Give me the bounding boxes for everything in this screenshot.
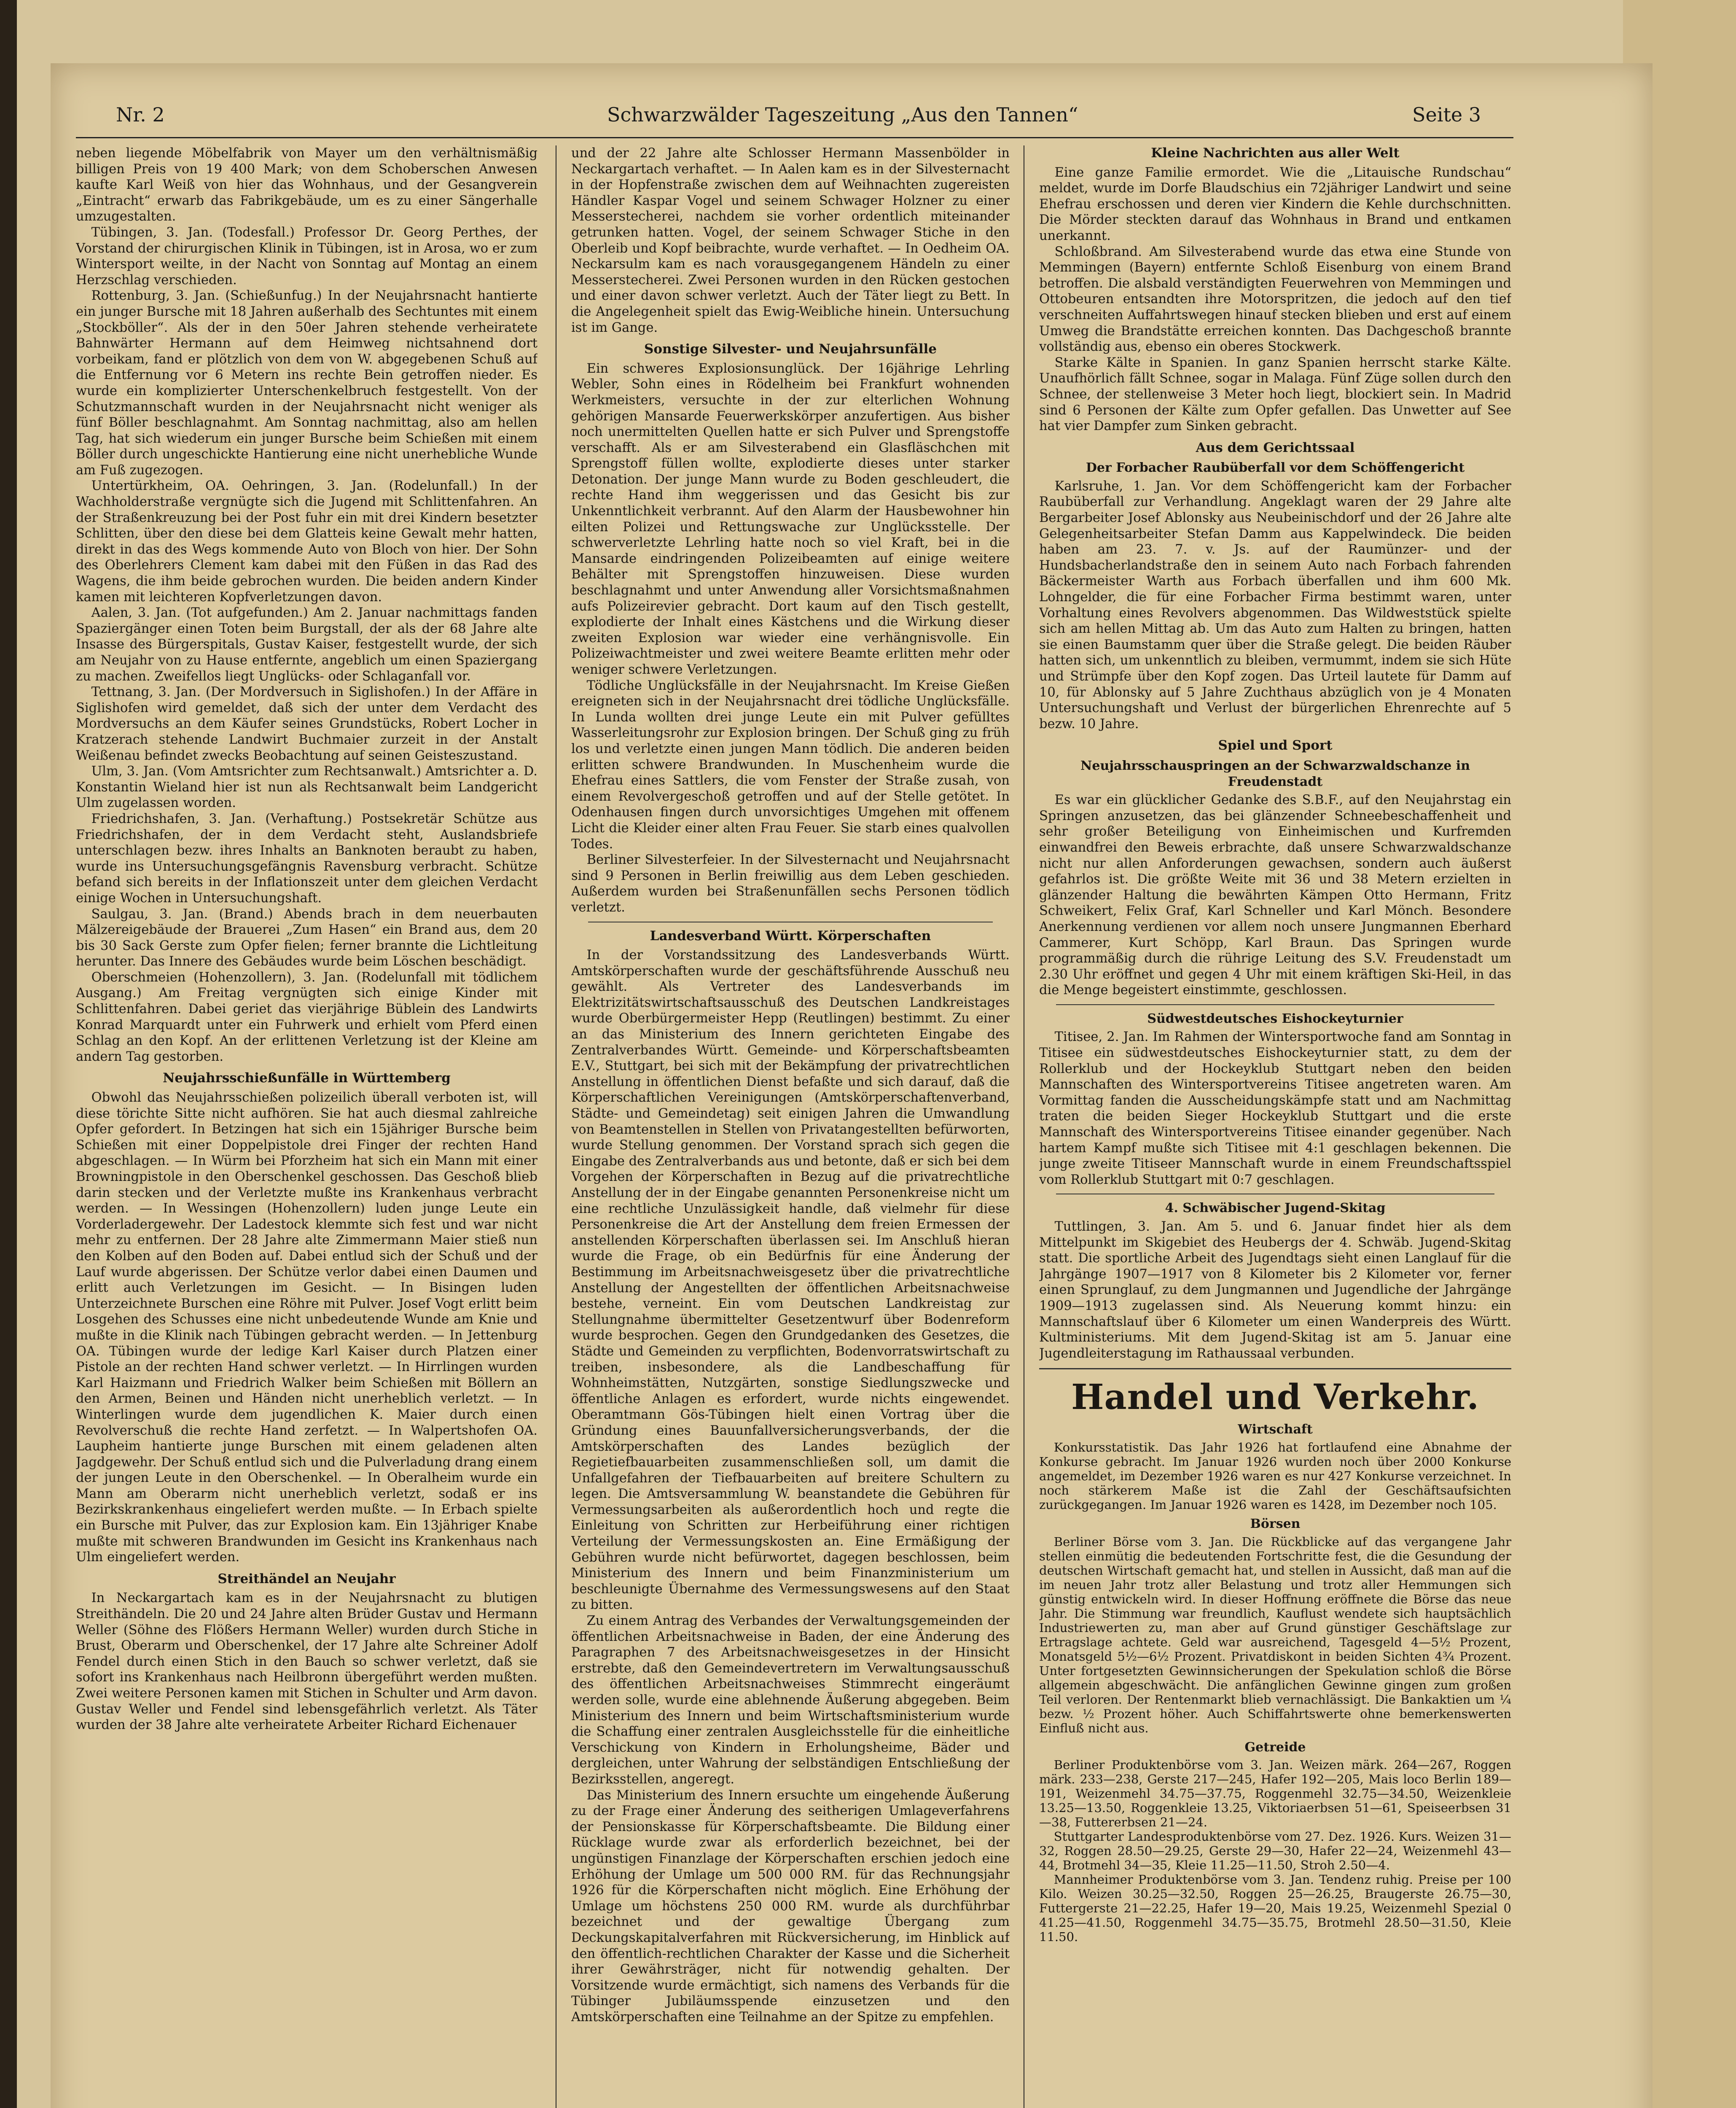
article-text: Eine ganze Familie ermordet. Wie die „Litauische Rundschau“ meldet, wurde im Dorfe Blaudschius ein 72jähriger Landwirt und seine Ehefrau erschossen und deren vier Kindern die Kehle durchschnitten. Die Mörder steckten darauf das Wohnhaus in Brand und entkamen unerkannt.: [1039, 165, 1511, 243]
article-text: Karlsruhe, 1. Jan. Vor dem Schöffengericht kam der Forbacher Raubüberfall zur Verhandlung. Angeklagt waren der 29 Jahre alte Bergarbeiter Josef Ablonsky aus Neubeinischdorf und der 26 Jahre alte Gelegenheitsarbeiter Stefan Damm aus Kappelwindeck. Die beiden haben am 23. 7. v. Js. auf der Raumünzer- und der Hundsbacherlandstraße den in seinem Auto nach Forbach fahrenden Bäckermeister Warth aus Forbach überfallen und ihm 600 Mk. Lohngelder, die für eine Forbacher Firma bestimmt waren, unter Vorhaltung eines Revolvers abgenommen. Das Wildweststück spielte sich am hellen Mittag ab. Um das Auto zum Halten zu bringen, hatten sie einen Baumstamm quer über die Straße gelegt. Die beiden Räuber hatten sich, um unkenntlich zu bleiben, vermummt, indem sie sich Hüte und Strümpfe über den Kopf zogen. Das Urteil lautete für Damm auf 10, für Ablonsky auf 5 Jahre Zuchthaus abzüglich von je 4 Monaten Untersuchungshaft und Verlust der bürgerlichen Ehrenrechte auf 5 bezw. 10 Jahre.: [1039, 479, 1511, 731]
article-text: Zu einem Antrag des Verbandes der Verwaltungsgemeinden der öffentlichen Arbeitsnachweise in Baden, der eine Änderung des Paragraphen 7 des Arbeitsnachweisgesetzes in der Hinsicht erstrebte, daß den Gemeindevertretern im Verwaltungsausschuß des öffentlichen Arbeitsnachweises Stimmrecht eingeräumt werden solle, wurde eine ablehnende Äußerung abgegeben. Beim Ministerium des Innern und beim Wirtschaftsministerium wurde die Schaffung einer zentralen Ausgleichsstelle für die einheitliche Verschickung von Kindern in Erholungsheime, Bäder und dergleichen, unter Wahrung der selbständigen Entschließung der Bezirksstellen, angeregt.: [571, 1613, 1010, 1787]
subsection-heading: Börsen: [1250, 1516, 1301, 1531]
subsection-heading: Getreide: [1244, 1740, 1306, 1755]
section-heading: Landesverband Württ. Körperschaften: [650, 928, 931, 944]
section-separator: [1039, 1368, 1511, 1369]
section-heading: Kleine Nachrichten aus aller Welt: [1151, 145, 1400, 161]
column-1: [76, 145, 537, 2108]
column-2: [571, 145, 1010, 2108]
article-text: und der 22 Jahre alte Schlosser Hermann Massenbölder in Neckargartach verhaftet. — In Aalen kam es in der Silvesternacht in der Hopfenstraße zwischen dem auf Weihnachten zugereisten Händler Kaspar Vogel und seinem Schwager Holzner zu einer Messerstecherei, nachdem sie vorher ordentlich miteinander getrunken hatten. Vogel, der seinem Schwager Stiche in den Oberleib und Kopf beibrachte, wurde verhaftet. — In Oedheim OA. Neckarsulm kam es nach vorausgegangenem Händeln zu einer Messerstecherei. Zwei Personen wurden in den Rücken gestochen und einer davon schwer verletzt. Auch der Täter liegt zu Bett. In die Angelegenheit spielt das Ewig-Weibliche hinein. Untersuchung ist im Gange.: [571, 146, 1010, 335]
article-text: Tübingen, 3. Jan. (Todesfall.) Professor Dr. Georg Perthes, der Vorstand der chirurgischen Klinik in Tübingen, ist in Arosa, wo er zum Wintersport weilte, in der Nacht von Sonntag auf Montag an einem Herzschlag verschieden.: [76, 225, 537, 288]
subsection-heading: 4. Schwäbischer Jugend-Skitag: [1165, 1201, 1386, 1216]
subsection-heading: Wirtschaft: [1238, 1422, 1313, 1437]
article-text: In der Vorstandssitzung des Landesverbands Württ. Amtskörperschaften wurde der geschäftsführende Ausschuß neu gewählt. Als Vertreter des Landesverbands im Elektrizitätswirtschaftsausschuß des Deutschen Landkreistages wurde Oberbürgermeister Hepp (Reutlingen) bestimmt. Zu einer an das Ministerium des Innern gerichteten Eingabe des Zentralverbandes Württ. Gemeinde- und Körperschaftsbeamten E.V., Stuttgart, bei sich mit der Bekämpfung der privatrechtlichen Anstellung in öffentlichen Dienst befaßte und sich darauf, daß die Körperschaftlichen Vereinigungen (Amtskörperschaftenverband, Städte- und Gemeindetag) seit einigen Jahren die Umwandlung von Beamtenstellen in Stellen von Privatangestellten befürworten, wurde Stellung genommen. Der Vorstand sprach sich gegen die Eingabe des Zentralverbands aus und betonte, daß er sich bei dem Vorgehen der Körperschaften in Bezug auf die privatrechtliche Anstellung der in der Eingabe genannten Personenkreise nicht um eine rechtliche Unzulässigkeit handle, daß vielmehr für diese Personenkreise die Art der Anstellung dem freien Ermessen der anstellenden Körperschaften überlassen sei. Im Anschluß hieran wurde die Frage, ob ein Bedürfnis für eine Änderung der Bestimmung im Arbeitsnachweisgesetz über die privatrechtliche Anstellung der Angestellten der öffentlichen Arbeitsnachweise bestehe, verneint. Ein vom Deutschen Landkreistag zur Stellungnahme übermittelter Gesetzentwurf über Bodenreform wurde besprochen. Gegen den Grundgedanken des Gesetzes, die Städte und Gemeinden zu verpflichten, Bodenvorratswirtschaft zu treiben, insbesondere, als die Landbeschaffung für Wohnheimstätten, Nutzgärten, sonstige Siedlungszwecke und öffentliche Anlagen es erfordert, wurde nichts eingewendet. Oberamtmann Gös-Tübingen hielt einen Vortrag über die Gründung eines Bauunfallversicherungsverbands, der die Amtskörperschaften des Landes bezüglich der Regietiefbauarbeiten zusammenschließen soll, um damit die Unfallgefahren der Tiefbauarbeiten auf breitere Schultern zu legen. Die Amtsversammlung W. beanstandete die Gebühren für Vermessungsarbeiten als außerordentlich hoch und regte die Einleitung von Schritten zur Herbeiführung einer richtigen Verteilung der Vermessungskosten an. Eine Ermäßigung der Gebühren wurde nicht befürwortet, dagegen beschlossen, beim Ministerium des Innern und beim Finanzministerium um beschleunigte Übernahme des Vermessungswesens auf den Staat zu bitten.: [571, 948, 1010, 1613]
article-text: neben liegende Möbelfabrik von Mayer um den verhältnismäßig billigen Preis von 19 400 Mark; von dem Schoberschen Anwesen kaufte Karl Weiß von hier das Wohnhaus, und der Gesangverein „Eintracht“ erwarb das Fabrikgebäude, um es zu einer Sängerhalle umzugestalten.: [76, 146, 537, 224]
page-number-right: Seite 3: [1412, 103, 1481, 126]
newspaper-title: Schwarzwälder Tageszeitung „Aus den Tannen“: [607, 103, 1078, 126]
article-text: Schloßbrand. Am Silvesterabend wurde das etwa eine Stunde von Memmingen (Bayern) entfernte Schloß Eisenburg von einem Brand betroffen. Die alsbald verständigten Feuerwehren von Memmingen und Ottobeuren entsandten ihre Motorspritzen, die jedoch auf den tief verschneiten Auffahrtswegen hinauf stecken blieben und erst auf einem Umweg die Brandstätte erreichen konnten. Das Dachgeschoß brannte vollständig aus, ebenso ein oberes Stockwerk.: [1039, 244, 1511, 355]
article-text: Ulm, 3. Jan. (Vom Amtsrichter zum Rechtsanwalt.) Amtsrichter a. D. Konstantin Wieland hier ist nun als Rechtsanwalt beim Landgericht Ulm zugelassen worden.: [76, 764, 537, 811]
section-heading: Spiel und Sport: [1218, 738, 1333, 753]
section-heading: Aus dem Gerichtssaal: [1196, 440, 1355, 455]
subsection-heading: Südwestdeutsches Eishockeyturnier: [1147, 1011, 1403, 1026]
article-text: Ein schweres Explosionsunglück. Der 16jährige Lehrling Webler, Sohn eines in Rödelheim bei Frankfurt wohnenden Werkmeisters, versuchte in der zur elterlichen Wohnung gehörigen Mansarde Feuerwerkskörper anzufertigen. Aus bisher noch unermittelten Quellen hatte er sich Pulver und Sprengstoffe verschafft. Als er am Silvesterabend ein Glasfläschchen mit Sprengstoff füllen wollte, explodierte dieses unter starker Detonation. Der junge Mann wurde zu Boden geschleudert, die rechte Hand ihm weggerissen und das Gesicht bis zur Unkenntlichkeit verbrannt. Auf den Alarm der Hausbewohner hin eilten Polizei und Rettungswache zur Unglücksstelle. Der schwerverletzte Lehrling hatte noch so viel Kraft, bei in die Mansarde eindringenden Polizeibeamten auf einige weitere Behälter mit Sprengstoffen hinzuweisen. Diese wurden beschlagnahmt und unter Anwendung aller Vorsichtsmaßnahmen aufs Polizeirevier gebracht. Dort kaum auf den Tisch gestellt, explodierte der Inhalt eines Kästchens und die Wirkung dieser zweiten Explosion war wieder eine verhängnisvolle. Ein Polizeiwachtmeister und zwei weitere Beamte erlitten mehr oder weniger schwere Verletzungen.: [571, 361, 1010, 677]
article-text: Mannheimer Produktenbörse vom 3. Jan. Tendenz ruhig. Preise per 100 Kilo. Weizen 30.25—32.50, Roggen 25—26.25, Braugerste 26.75—30, Futtergerste 21—22.25, Hafer 19—20, Mais 19.25, Weizenmehl Spezial 0 41.25—41.50, Roggenmehl 34.75—35.75, Brotmehl 28.50—31.50, Kleie 11.50.: [1039, 1872, 1511, 1944]
article-text: Das Ministerium des Innern ersuchte um eingehende Äußerung zu der Frage einer Änderung des seitherigen Umlageverfahrens der Pensionskasse für Körperschaftsbeamte. Die Bildung einer Rücklage wurde zwar als erforderlich bezeichnet, bei der ungünstigen Finanzlage der Körperschaften erschien jedoch eine Erhöhung der Umlage um 500 000 RM. für das Rechnungsjahr 1926 für die Körperschaften nicht möglich. Eine Erhöhung der Umlage um höchstens 250 000 RM. wurde als durchführbar bezeichnet und der gewaltige Übergang zum Deckungskapitalverfahren mit Rückversicherung, im Hinblick auf den öffentlich-rechtlichen Charakter der Kasse und die Sicherheit ihrer Gewährsträger, nicht für notwendig gehalten. Der Vorsitzende wurde ermächtigt, sich namens des Verbands für die Tübinger Jubiläumsspende einzusetzen und den Amtskörperschaften eine Teilnahme an der Spitze zu empfehlen.: [571, 1788, 1010, 2025]
section-title: Handel und Verkehr.: [1071, 1377, 1479, 1418]
header-rule: [76, 137, 1513, 138]
section-heading: Sonstige Silvester- und Neujahrsunfälle: [644, 341, 937, 357]
article-text: Friedrichshafen, 3. Jan. (Verhaftung.) Postsekretär Schütze aus Friedrichshafen, der in dem Verdacht steht, Auslandsbriefe unterschlagen bezw. ihres Inhalts an Banknoten beraubt zu haben, wurde ins Untersuchungsgefängnis Ravensburg verbracht. Schütze befand sich bereits in der Inflationszeit unter dem gleichen Verdacht einige Wochen in Untersuchungshaft.: [76, 811, 537, 906]
article-text: Berliner Börse vom 3. Jan. Die Rückblicke auf das vergangene Jahr stellen einmütig die bedeutenden Fortschritte fest, die die Gesundung der deutschen Wirtschaft gemacht hat, und stellen in Aussicht, daß man auf die im neuen Jahr trotz aller Belastung und trotz aller Hemmungen sich günstig entwickeln wird. In dieser Hoffnung eröffnete die Börse das neue Jahr. Die Stimmung war freundlich, Kauflust wendete sich hauptsächlich Industriewerten zu, man aber auf Grund günstiger Geschäftslage zur Ertragslage achtete. Geld war ausreichend, Tagesgeld 4—5½ Prozent, Monatsgeld 5½—6½ Prozent. Privatdiskont in beiden Sichten 4¾ Prozent. Unter fortgesetzten Gewinnsicherungen der Spekulation schloß die Börse allgemein abgeschwächt. Die anfänglichen Gewinne gingen zum großen Teil verloren. Der Rentenmarkt blieb vernachlässigt. Die Bankaktien um ¼ bezw. ½ Prozent höher. Auch Schiffahrtswerte ohne bemerkenswerten Einfluß nicht aus.: [1039, 1534, 1511, 1735]
scan-binding-edge: [0, 0, 17, 2108]
section-heading: Neujahrsschießunfälle in Württemberg: [163, 1070, 451, 1086]
article-text: Berliner Silvesterfeier. In der Silvesternacht und Neujahrsnacht sind 9 Personen in Berlin freiwillig aus dem Leben geschieden. Außerdem wurden bei Straßenunfällen sechs Personen tödlich verletzt.: [571, 852, 1010, 915]
article-text: Oberschmeien (Hohenzollern), 3. Jan. (Rodelunfall mit tödlichem Ausgang.) Am Freitag vergnügten sich einige Kinder mit Schlittenfahren. Dabei geriet das vierjährige Büblein des Landwirts Konrad Marquardt unter ein Fuhrwerk und erhielt vom Pferd einen Schlag an den Kopf. An der erlittenen Verletzung ist der Kleine am andern Tag gestorben.: [76, 970, 537, 1064]
article-text: Aalen, 3. Jan. (Tot aufgefunden.) Am 2. Januar nachmittags fanden Spaziergänger einen Toten beim Burgstall, der als der 68 Jahre alte Insasse des Bürgerspitals, Gustav Kaiser, festgestellt wurde, der sich am Neujahr von zu Hause entfernte, angeblich um einen Spaziergang zu machen. Zweifellos liegt Unglücks- oder Schlaganfall vor.: [76, 605, 537, 684]
section-separator: [1056, 1004, 1494, 1005]
article-text: Tettnang, 3. Jan. (Der Mordversuch in Siglishofen.) In der Affäre in Siglishofen wird gemeldet, daß sich der unter dem Verdacht des Mordversuchs an dem Käufer seines Grundstücks, Robert Locher in Kratzerach stehende Landwirt Buchmaier zurzeit in der Anstalt Weißenau befindet zwecks Beobachtung auf seinen Geisteszustand.: [76, 685, 537, 763]
article-text: Rottenburg, 3. Jan. (Schießunfug.) In der Neujahrsnacht hantierte ein junger Bursche mit 18 Jahren außerhalb des Sechtuntes mit einem „Stockböller“. Als der in den 50er Jahren stehende verheiratete Bahnwärter Hermann auf dem Heimweg nichtsahnend dort vorbeikam, fand er plötzlich von dem von W. abgegebenen Schuß auf die Entfernung vor 6 Metern ins rechte Bein getroffen nieder. Es wurde ein komplizierter Unterschenkelbruch festgestellt. Von der Schutzmannschaft wurden in der Neujahrsnacht nicht weniger als fünf Böller beschlagnahmt. Am Sonntag nachmittag, also am hellen Tag, hat sich wiederum ein junger Bursche beim Schießen mit einem Böller durch ungeschickte Hantierung eine nicht unerhebliche Wunde am Fuß zugezogen.: [76, 288, 537, 478]
subsection-heading: Der Forbacher Raubüberfall vor dem Schöffengericht: [1086, 460, 1465, 476]
article-text: Es war ein glücklicher Gedanke des S.B.F., auf den Neujahrstag ein Springen anzusetzen, das bei glänzender Schneebeschaffenheit und sehr großer Beteiligung von Einheimischen und Kurfremden einwandfrei den Beweis erbrachte, daß unsere Schwarzwaldschanze nicht nur allen Anforderungen gewachsen, sondern auch äußerst gefahrlos ist. Die größte Weite mit 36 und 38 Metern erzielten in glänzender Haltung die bewährten Kämpen Otto Hermann, Fritz Schweikert, Felix Graf, Karl Schneller und Karl Mönch. Besondere Anerkennung verdienen vor allem noch unsere Jungmannen Eberhard Cammerer, Kurt Schöpp, Karl Braun. Das Springen wurde programmäßig durch die rührige Leitung des S.V. Freudenstadt um 2.30 Uhr eröffnet und gegen 4 Uhr mit einem kräftigen Ski-Heil, in das die Menge begeistert einstimmte, geschlossen.: [1039, 793, 1511, 998]
article-text: Saulgau, 3. Jan. (Brand.) Abends brach in dem neuerbauten Mälzereigebäude der Brauerei „Zum Hasen“ ein Brand aus, dem 20 bis 30 Sack Gerste zum Opfer fielen; ferner brannte die Lichtleitung herunter. Das Innere des Gebäudes wurde beim Löschen beschädigt.: [76, 906, 537, 969]
column-3: [1039, 145, 1511, 2108]
page-number-left: Nr. 2: [116, 103, 165, 126]
subsection-heading: Neujahrsschauspringen an der Schwarzwaldschanze in Freudenstadt: [1080, 758, 1470, 789]
article-text: Berliner Produktenbörse vom 3. Jan. Weizen märk. 264—267, Roggen märk. 233—238, Gerste 217—245, Hafer 192—205, Mais loco Berlin 189—191, Weizenmehl 34.75—37.75, Roggenmehl 32.75—34.50, Weizenkleie 13.25—13.50, Roggenkleie 13.25, Viktoriaerbsen 51—61, Speiseerbsen 31—38, Futtererbsen 21—24.: [1039, 1758, 1511, 1830]
article-text: Konkursstatistik. Das Jahr 1926 hat fortlaufend eine Abnahme der Konkurse gebracht. Im Januar 1926 wurden noch über 2000 Konkurse angemeldet, im Dezember 1926 waren es nur 427 Konkurse verzeichnet. In noch stärkerem Maße ist die Zahl der Geschäftsaufsichten zurückgegangen. Im Januar 1926 waren es 1428, im Dezember noch 105.: [1039, 1440, 1511, 1512]
article-text: Titisee, 2. Jan. Im Rahmen der Wintersportwoche fand am Sonntag in Titisee ein südwestdeutsches Eishockeyturnier statt, zu dem der Rollerklub und der Hockeyklub Stuttgart neben den beiden Mannschaften des Wintersportvereins Titisee angetreten waren. Am Vormittag fanden die Ausscheidungskämpfe statt und am Nachmittag traten die beiden Sieger Hockeyklub Stuttgart und die erste Mannschaft des Wintersportvereins Titisee einander gegenüber. Nach hartem Kampf mußte sich Titisee mit 4:1 geschlagen bekennen. Die junge zweite Titiseer Mannschaft wurde in einem Freundschaftsspiel vom Rollerklub Stuttgart mit 0:7 geschlagen.: [1039, 1030, 1511, 1187]
article-text: Obwohl das Neujahrsschießen polizeilich überall verboten ist, will diese törichte Sitte nicht aufhören. Sie hat auch diesmal zahlreiche Opfer gefordert. In Betzingen hat sich ein 15jähriger Bursche beim Schießen mit einer Doppelpistole drei Finger der rechten Hand abgeschlagen. — In Würm bei Pforzheim hat sich ein Mann mit einer Browningpistole in den Oberschenkel geschossen. Das Geschoß blieb darin stecken und der Verletzte mußte ins Krankenhaus verbracht werden. — In Wessingen (Hohenzollern) luden junge Leute ein Vorderladergewehr. Der Ladestock klemmte sich fest und war nicht mehr zu entfernen. Der 28 Jahre alte Zimmermann Maier stieß nun den Kolben auf den Boden auf. Dabei entlud sich der Schuß und der Lauf wurde abgerissen. Der Schütze verlor dabei einen Daumen und erlitt auch Verletzungen im Gesicht. — In Bisingen luden Unterzeichnete Burschen eine Röhre mit Pulver. Josef Vogt erlitt beim Losgehen des Schusses eine nicht unbedeutende Wunde am Knie und mußte in die Klinik nach Tübingen gebracht werden. — In Jettenburg OA. Tübingen wurde der ledige Karl Kaiser durch Platzen einer Pistole an der rechten Hand schwer verletzt. — In Hirrlingen wurden Karl Haizmann und Friedrich Walker beim Schießen mit Böllern an den Armen, Beinen und Händen nicht unerheblich verletzt. — In Winterlingen wurde dem jugendlichen K. Maier durch einen Revolverschuß die rechte Hand zerfetzt. — In Walpertshofen OA. Laupheim hantierte junge Burschen mit einem geladenen alten Jagdgewehr. Der Schuß entlud sich und die Pulverladung drang einem der jungen Leute in den Oberschenkel. — In Oberalheim wurde ein Mann am Oberarm nicht unerheblich verletzt, sodaß er ins Bezirkskrankenhaus eingeliefert werden mußte. — In Erbach spielte ein Bursche mit Pulver, das zur Explosion kam. Ein 13jähriger Knabe mußte mit schweren Brandwunden im Gesicht ins Krankenhaus nach Ulm eingeliefert werden.: [76, 1090, 537, 1565]
article-text: Tuttlingen, 3. Jan. Am 5. und 6. Januar findet hier als dem Mittelpunkt im Skigebiet des Heubergs der 4. Schwäb. Jugend-Skitag statt. Die sportliche Arbeit des Jugendtags sieht einen Langlauf für die Jahrgänge 1907—1917 von 8 Kilometer bis 2 Kilometer vor, ferner einen Sprunglauf, zu dem Jungmannen und Jugendliche der Jahrgänge 1909—1913 zugelassen sind. Als Neuerung kommt hinzu: ein Mannschaftslauf über 6 Kilometer um einen Wanderpreis des Württ. Kultministeriums. Mit dem Jugend-Skitag ist am 5. Januar eine Jugendleiterstagung im Rathaussaal verbunden.: [1039, 1219, 1511, 1361]
article-text: In Neckargartach kam es in der Neujahrsnacht zu blutigen Streithändeln. Die 20 und 24 Jahre alten Brüder Gustav und Hermann Weller (Söhne des Flößers Hermann Weller) wurden durch Stiche in Brust, Oberarm und Oberschenkel, der 17 Jahre alte Schreiner Adolf Fendel durch einen Stich in den Bauch so schwer verletzt, daß sie sofort ins Krankenhaus nach Heilbronn übergeführt werden mußten. Zwei weitere Personen kamen mit Stichen in Schulter und Arm davon. Gustav Weller und Fendel sind lebensgefährlich verletzt. Als Täter wurden der 38 Jahre alte verheiratete Arbeiter Richard Eichenauer: [76, 1591, 537, 1733]
article-text: Untertürkheim, OA. Oehringen, 3. Jan. (Rodelunfall.) In der Wachholderstraße vergnügte sich die Jugend mit Schlittenfahren. An der Straßenkreuzung bei der Post fuhr ein mit drei Kindern besetzter Schlitten, über den diese bei dem Glatteis keine Gewalt mehr hatten, direkt in das des Wegs kommende Auto von Bloch von hier. Der Sohn des Oberlehrers Clement kam dabei mit den Füßen in das Rad des Wagens, die ihm beide gebrochen wurden. Die beiden andern Kinder kamen mit leichteren Kopfverletzungen davon.: [76, 479, 537, 605]
section-heading: Streithändel an Neujahr: [218, 1571, 396, 1586]
article-text: Stuttgarter Landesproduktenbörse vom 27. Dez. 1926. Kurs. Weizen 31—32, Roggen 28.50—29.25, Gerste 29—30, Hafer 22—24, Weizenmehl 43—44, Brotmehl 34—35, Kleie 11.25—11.50, Stroh 2.50—4.: [1039, 1829, 1511, 1873]
article-text: Starke Kälte in Spanien. In ganz Spanien herrscht starke Kälte. Unaufhörlich fällt Schnee, sogar in Malaga. Fünf Züge sollen durch den Schnee, der stellenweise 3 Meter hoch liegt, blockiert sein. In Madrid sind 6 Personen der Kälte zum Opfer gefallen. Das Unwetter auf See hat vier Dampfer zum Sinken gebracht.: [1039, 355, 1511, 434]
article-text: Tödliche Unglücksfälle in der Neujahrsnacht. Im Kreise Gießen ereigneten sich in der Neujahrsnacht drei tödliche Unglücksfälle. In Lunda wollten drei junge Leute ein mit Pulver gefülltes Wasserleitungsrohr zur Explosion bringen. Der Schuß ging zu früh los und verletzte einen jungen Mann tödlich. Die anderen beiden erlitten schwere Brandwunden. In Muschenheim wurde die Ehefrau eines Sattlers, die vom Fenster der Straße zusah, von einem Revolvergeschoß getroffen und auf der Stelle getötet. In Odenhausen fingen durch unvorsichtiges Umgehen mit offenem Licht die Kleider einer alten Frau Feuer. Sie starb eines qualvollen Todes.: [571, 678, 1010, 852]
